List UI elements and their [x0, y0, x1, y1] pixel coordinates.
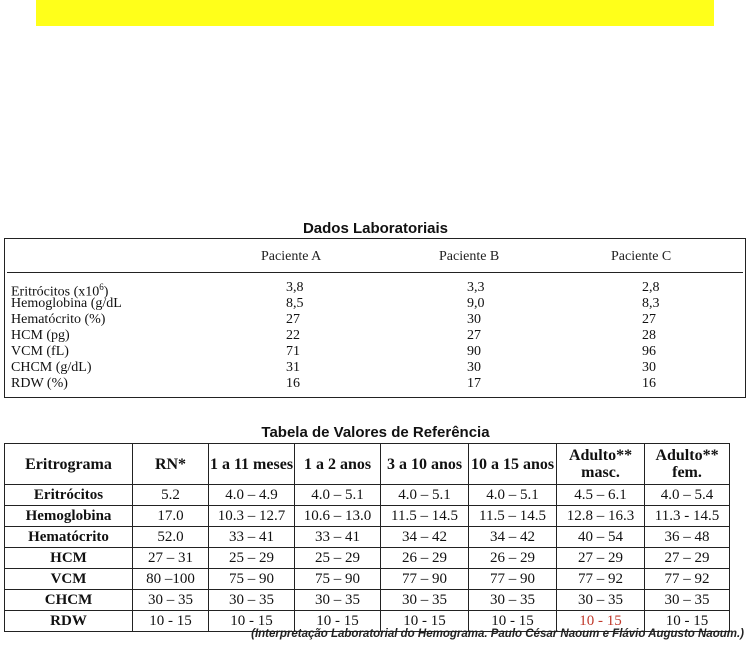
- lab-row-label: Hematócrito (%): [11, 312, 106, 327]
- row-header: Hemoglobina: [5, 506, 133, 527]
- reference-table-title: Tabela de Valores de Referência: [261, 424, 490, 441]
- row-header: CHCM: [5, 590, 133, 611]
- table-cell: 77 – 90: [469, 569, 557, 590]
- table-cell: 30 – 35: [209, 590, 295, 611]
- lab-data-table: [4, 238, 746, 398]
- table-cell: 30 – 35: [469, 590, 557, 611]
- lab-value: 16: [642, 376, 656, 391]
- table-cell: 4.5 – 6.1: [557, 485, 645, 506]
- header-cell: Adulto** masc.: [557, 444, 645, 485]
- table-cell: 30 – 35: [645, 590, 730, 611]
- table-cell: 30 – 35: [381, 590, 469, 611]
- table-cell: 34 – 42: [469, 527, 557, 548]
- lab-value: 27: [286, 312, 300, 327]
- lab-value: 9,0: [467, 296, 485, 311]
- table-cell: 36 – 48: [645, 527, 730, 548]
- lab-row-label: CHCM (g/dL): [11, 360, 92, 375]
- lab-value: 31: [286, 360, 300, 375]
- header-cell: 3 a 10 anos: [381, 444, 469, 485]
- table-cell: 25 – 29: [295, 548, 381, 569]
- lab-value: 3,8: [286, 280, 304, 295]
- lab-value: 8,3: [642, 296, 660, 311]
- table-cell: 30 – 35: [557, 590, 645, 611]
- row-header: VCM: [5, 569, 133, 590]
- lab-row-label: Eritrócitos $(x10^6)$: [11, 282, 109, 300]
- table-cell: 10 - 15: [469, 611, 557, 632]
- row-header: Eritrócitos: [5, 485, 133, 506]
- lab-value: 30: [467, 312, 481, 327]
- table-cell: 40 – 54: [557, 527, 645, 548]
- lab-row-label: RDW (%): [11, 376, 68, 391]
- header-cell: Eritrograma: [5, 444, 133, 485]
- table-cell: 27 – 29: [645, 548, 730, 569]
- table-cell: 30 – 35: [133, 590, 209, 611]
- table-cell: 26 – 29: [469, 548, 557, 569]
- table-cell: 80 –100: [133, 569, 209, 590]
- lab-value: 71: [286, 344, 300, 359]
- table-row: [5, 569, 730, 590]
- source-citation: (Interpretação Laboratorial do Hemograma. Paulo César Naoum e Flávio Augusto Naoum.): [251, 628, 744, 640]
- col-header-patient-b: Paciente B: [439, 249, 500, 264]
- table-cell: 77 – 92: [645, 569, 730, 590]
- table-cell: 4.0 – 5.1: [295, 485, 381, 506]
- header-cell: 10 a 15 anos: [469, 444, 557, 485]
- lab-value: 17: [467, 376, 481, 391]
- table-cell: 75 – 90: [295, 569, 381, 590]
- table-cell: 10.6 – 13.0: [295, 506, 381, 527]
- table-cell: 33 – 41: [295, 527, 381, 548]
- table-cell: 10.3 – 12.7: [209, 506, 295, 527]
- header-cell: 1 a 11 meses: [209, 444, 295, 485]
- lab-value: 3,3: [467, 280, 485, 295]
- table-cell: 27 – 31: [133, 548, 209, 569]
- table-cell: 10 - 15: [645, 611, 730, 632]
- lab-value: 30: [467, 360, 481, 375]
- table-cell: 34 – 42: [381, 527, 469, 548]
- table-cell: 11.3 - 14.5: [645, 506, 730, 527]
- lab-value: 27: [467, 328, 481, 343]
- lab-value: 96: [642, 344, 656, 359]
- row-header: Hematócrito: [5, 527, 133, 548]
- table-cell: 11.5 – 14.5: [469, 506, 557, 527]
- col-header-patient-c: Paciente C: [611, 249, 672, 264]
- table-cell: 27 – 29: [557, 548, 645, 569]
- header-divider: [7, 272, 743, 273]
- header-cell: Adulto** fem.: [645, 444, 730, 485]
- table-row: [5, 485, 730, 506]
- table-row: [5, 527, 730, 548]
- lab-value: 27: [642, 312, 656, 327]
- lab-row-label: HCM (pg): [11, 328, 70, 343]
- table-row: [5, 548, 730, 569]
- table-cell: 77 – 92: [557, 569, 645, 590]
- lab-value: 8,5: [286, 296, 304, 311]
- table-cell: 17.0: [133, 506, 209, 527]
- lab-value: 28: [642, 328, 656, 343]
- table-cell: 75 – 90: [209, 569, 295, 590]
- table-cell: 10 - 15: [381, 611, 469, 632]
- table-cell: 4.0 – 5.1: [381, 485, 469, 506]
- lab-value: 16: [286, 376, 300, 391]
- table-cell: 10 - 15: [557, 611, 645, 632]
- table-row: [5, 590, 730, 611]
- reference-table: [4, 443, 730, 632]
- table-cell: 10 - 15: [295, 611, 381, 632]
- table-cell: 77 – 90: [381, 569, 469, 590]
- highlight-banner: [36, 0, 714, 26]
- table-cell: 10 - 15: [209, 611, 295, 632]
- table-cell: 25 – 29: [209, 548, 295, 569]
- lab-value: 90: [467, 344, 481, 359]
- reference-header-row: [5, 444, 730, 485]
- table-row: [5, 506, 730, 527]
- lab-data-title: Dados Laboratoriais: [302, 220, 449, 237]
- row-header: RDW: [5, 611, 133, 632]
- table-cell: 52.0: [133, 527, 209, 548]
- table-cell: 33 – 41: [209, 527, 295, 548]
- lab-row-label: Hemoglobina (g/dL: [11, 296, 122, 311]
- table-cell: 5.2: [133, 485, 209, 506]
- table-cell: 12.8 – 16.3: [557, 506, 645, 527]
- table-cell: 4.0 – 5.1: [469, 485, 557, 506]
- table-cell: 4.0 – 5.4: [645, 485, 730, 506]
- table-cell: 30 – 35: [295, 590, 381, 611]
- lab-value: 2,8: [642, 280, 660, 295]
- header-cell: RN*: [133, 444, 209, 485]
- table-cell: 4.0 – 4.9: [209, 485, 295, 506]
- lab-value: 30: [642, 360, 656, 375]
- lab-value: 22: [286, 328, 300, 343]
- header-cell: 1 a 2 anos: [295, 444, 381, 485]
- table-cell: 26 – 29: [381, 548, 469, 569]
- row-header: HCM: [5, 548, 133, 569]
- table-cell: 11.5 – 14.5: [381, 506, 469, 527]
- col-header-patient-a: Paciente A: [261, 249, 322, 264]
- lab-row-label: VCM (fL): [11, 344, 69, 359]
- table-cell: 10 - 15: [133, 611, 209, 632]
